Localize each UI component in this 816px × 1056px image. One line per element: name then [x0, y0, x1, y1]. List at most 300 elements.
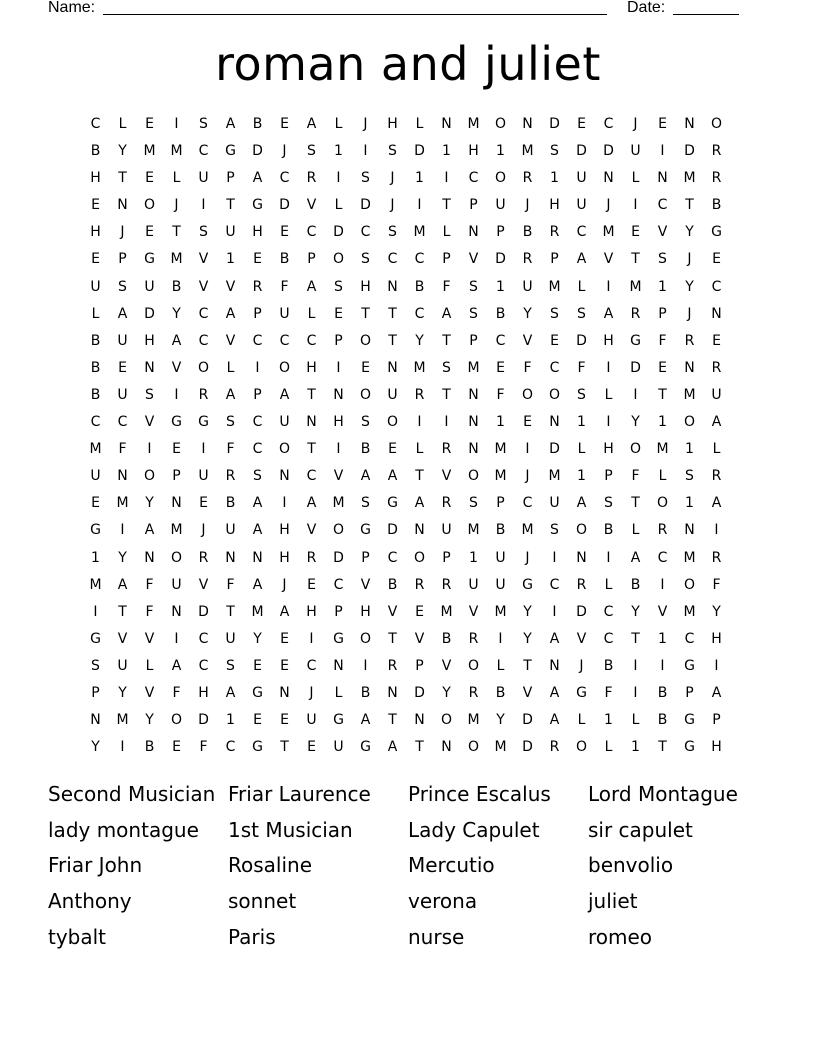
grid-letter[interactable]: O — [386, 414, 399, 431]
grid-letter[interactable]: C — [252, 332, 263, 349]
grid-letter[interactable]: T — [388, 712, 397, 729]
grid-letter[interactable]: G — [90, 522, 101, 539]
grid-letter[interactable]: A — [252, 170, 263, 187]
grid-letter[interactable]: M — [521, 522, 534, 539]
grid-letter[interactable]: O — [332, 522, 345, 539]
grid-letter[interactable]: C — [468, 170, 479, 187]
grid-letter[interactable]: N — [441, 739, 452, 756]
grid-letter[interactable]: H — [333, 414, 344, 431]
grid-letter[interactable]: F — [712, 576, 721, 593]
grid-letter[interactable]: T — [280, 739, 289, 756]
grid-letter[interactable]: P — [118, 251, 127, 268]
grid-letter[interactable]: N — [657, 170, 668, 187]
grid-letter[interactable]: C — [198, 143, 209, 160]
grid-letter[interactable]: C — [495, 332, 506, 349]
grid-letter[interactable]: N — [171, 603, 182, 620]
grid-letter[interactable]: D — [414, 684, 425, 701]
grid-letter[interactable]: D — [144, 305, 155, 322]
grid-letter[interactable]: P — [415, 657, 424, 674]
grid-letter[interactable]: O — [710, 116, 723, 132]
grid-letter[interactable]: I — [660, 657, 665, 674]
grid-letter[interactable]: R — [198, 386, 209, 403]
grid-letter[interactable]: M — [467, 712, 480, 729]
grid-letter[interactable]: L — [577, 441, 586, 458]
grid-letter[interactable]: C — [306, 657, 317, 674]
grid-letter[interactable]: E — [172, 441, 181, 458]
grid-letter[interactable]: A — [252, 522, 263, 539]
grid-letter[interactable]: M — [89, 441, 102, 458]
grid-letter[interactable]: 1 — [658, 630, 667, 647]
grid-letter[interactable]: E — [91, 495, 100, 512]
grid-letter[interactable]: H — [90, 224, 101, 241]
grid-letter[interactable]: M — [494, 603, 507, 620]
grid-letter[interactable]: A — [360, 468, 371, 485]
grid-letter[interactable]: U — [117, 657, 128, 674]
grid-letter[interactable]: P — [496, 224, 505, 241]
grid-letter[interactable]: E — [172, 739, 181, 756]
grid-letter[interactable]: S — [469, 278, 478, 295]
grid-letter[interactable]: N — [414, 712, 425, 729]
grid-letter[interactable]: T — [685, 197, 694, 214]
grid-letter[interactable]: C — [306, 468, 317, 485]
grid-letter[interactable]: I — [93, 603, 98, 620]
grid-letter[interactable]: S — [361, 251, 370, 268]
grid-letter[interactable]: P — [307, 251, 316, 268]
grid-letter[interactable]: T — [307, 441, 316, 458]
grid-letter[interactable]: S — [361, 414, 370, 431]
grid-letter[interactable]: C — [603, 603, 614, 620]
grid-letter[interactable]: N — [603, 170, 614, 187]
grid-letter[interactable]: R — [522, 251, 533, 268]
grid-letter[interactable]: O — [521, 386, 534, 403]
grid-letter[interactable]: U — [90, 468, 101, 485]
grid-letter[interactable]: O — [575, 522, 588, 539]
grid-letter[interactable]: G — [630, 332, 641, 349]
grid-letter[interactable]: F — [496, 386, 505, 403]
grid-letter[interactable]: B — [90, 359, 101, 376]
grid-letter[interactable]: L — [496, 657, 505, 674]
grid-letter[interactable]: A — [171, 332, 182, 349]
grid-letter[interactable]: E — [712, 332, 721, 349]
grid-letter[interactable]: O — [278, 359, 291, 376]
grid-letter[interactable]: 1 — [226, 712, 235, 729]
grid-letter[interactable]: T — [172, 224, 181, 241]
grid-letter[interactable]: A — [387, 468, 398, 485]
grid-letter[interactable]: Y — [145, 495, 154, 512]
grid-letter[interactable]: B — [495, 522, 506, 539]
grid-letter[interactable]: A — [144, 522, 155, 539]
grid-letter[interactable]: F — [172, 684, 181, 701]
grid-letter[interactable]: M — [440, 603, 453, 620]
grid-letter[interactable]: C — [522, 495, 533, 512]
grid-letter[interactable]: S — [469, 305, 478, 322]
grid-letter[interactable]: H — [603, 332, 614, 349]
grid-letter[interactable]: G — [252, 197, 263, 214]
grid-letter[interactable]: A — [576, 251, 587, 268]
grid-letter[interactable]: B — [711, 197, 722, 214]
grid-letter[interactable]: N — [441, 116, 452, 132]
grid-letter[interactable]: O — [467, 657, 480, 674]
grid-letter[interactable]: I — [714, 522, 719, 539]
grid-letter[interactable]: T — [415, 739, 424, 756]
grid-letter[interactable]: N — [414, 522, 425, 539]
grid-letter[interactable]: O — [467, 739, 480, 756]
grid-letter[interactable]: M — [683, 170, 696, 187]
grid-letter[interactable]: N — [171, 495, 182, 512]
grid-letter[interactable]: N — [117, 468, 128, 485]
grid-letter[interactable]: H — [387, 116, 398, 132]
grid-letter[interactable]: B — [90, 332, 101, 349]
grid-letter[interactable]: L — [415, 441, 424, 458]
grid-letter[interactable]: C — [549, 576, 560, 593]
grid-letter[interactable]: G — [684, 739, 695, 756]
grid-letter[interactable]: O — [359, 332, 372, 349]
grid-letter[interactable]: A — [252, 495, 263, 512]
grid-letter[interactable]: R — [252, 278, 263, 295]
grid-letter[interactable]: V — [225, 332, 236, 349]
grid-letter[interactable]: A — [387, 739, 398, 756]
grid-letter[interactable]: M — [683, 603, 696, 620]
grid-letter[interactable]: D — [252, 143, 263, 160]
date-blank-line[interactable] — [673, 14, 739, 15]
grid-letter[interactable]: 1 — [496, 414, 505, 431]
grid-letter[interactable]: O — [494, 170, 507, 187]
grid-letter[interactable]: C — [306, 224, 317, 241]
grid-letter[interactable]: R — [630, 305, 641, 322]
grid-letter[interactable]: I — [660, 576, 665, 593]
grid-letter[interactable]: E — [523, 414, 532, 431]
grid-letter[interactable]: V — [387, 603, 398, 620]
grid-letter[interactable]: J — [606, 197, 611, 214]
grid-letter[interactable]: O — [629, 441, 642, 458]
grid-letter[interactable]: O — [467, 468, 480, 485]
grid-letter[interactable]: 1 — [415, 170, 424, 187]
grid-letter[interactable]: U — [225, 630, 236, 647]
grid-letter[interactable]: N — [387, 359, 398, 376]
grid-letter[interactable]: E — [280, 712, 289, 729]
grid-letter[interactable]: P — [712, 712, 721, 729]
grid-letter[interactable]: 1 — [226, 251, 235, 268]
grid-letter[interactable]: R — [441, 576, 452, 593]
grid-letter[interactable]: A — [549, 630, 560, 647]
grid-letter[interactable]: L — [172, 170, 181, 187]
grid-letter[interactable]: N — [522, 116, 533, 132]
grid-letter[interactable]: C — [90, 116, 101, 132]
grid-letter[interactable]: L — [631, 170, 640, 187]
grid-letter[interactable]: L — [604, 386, 613, 403]
grid-letter[interactable]: R — [549, 224, 560, 241]
grid-letter[interactable]: J — [633, 116, 638, 132]
grid-letter[interactable]: F — [118, 441, 127, 458]
grid-letter[interactable]: E — [280, 116, 289, 132]
grid-letter[interactable]: R — [711, 143, 722, 160]
grid-letter[interactable]: D — [576, 332, 587, 349]
grid-letter[interactable]: C — [279, 170, 290, 187]
grid-letter[interactable]: B — [360, 441, 371, 458]
grid-letter[interactable]: N — [576, 549, 587, 566]
grid-letter[interactable]: Y — [118, 684, 127, 701]
grid-letter[interactable]: E — [631, 224, 640, 241]
grid-letter[interactable]: U — [144, 278, 155, 295]
grid-letter[interactable]: I — [606, 278, 611, 295]
grid-letter[interactable]: Y — [685, 278, 694, 295]
grid-letter[interactable]: E — [415, 603, 424, 620]
grid-letter[interactable]: H — [252, 224, 263, 241]
grid-letter[interactable]: 1 — [577, 414, 586, 431]
grid-letter[interactable]: I — [201, 197, 206, 214]
grid-letter[interactable]: P — [91, 684, 100, 701]
grid-letter[interactable]: T — [388, 630, 397, 647]
grid-letter[interactable]: O — [359, 630, 372, 647]
grid-letter[interactable]: P — [334, 603, 343, 620]
grid-letter[interactable]: E — [307, 576, 316, 593]
grid-letter[interactable]: N — [468, 386, 479, 403]
grid-letter[interactable]: F — [145, 576, 154, 593]
grid-letter[interactable]: L — [712, 441, 721, 458]
grid-letter[interactable]: B — [225, 495, 236, 512]
grid-letter[interactable]: J — [309, 684, 314, 701]
grid-letter[interactable]: Y — [118, 549, 127, 566]
grid-letter[interactable]: U — [117, 386, 128, 403]
grid-letter[interactable]: C — [198, 630, 209, 647]
grid-letter[interactable]: C — [414, 305, 425, 322]
grid-letter[interactable]: J — [687, 305, 692, 322]
grid-letter[interactable]: O — [278, 441, 291, 458]
grid-letter[interactable]: R — [576, 576, 587, 593]
grid-letter[interactable]: N — [252, 549, 263, 566]
grid-letter[interactable]: E — [280, 630, 289, 647]
grid-letter[interactable]: A — [306, 495, 317, 512]
grid-letter[interactable]: C — [414, 251, 425, 268]
grid-letter[interactable]: S — [334, 278, 343, 295]
grid-letter[interactable]: V — [144, 630, 155, 647]
grid-letter[interactable]: R — [387, 657, 398, 674]
grid-letter[interactable]: V — [306, 197, 317, 214]
grid-letter[interactable]: L — [415, 116, 424, 132]
grid-letter[interactable]: D — [360, 197, 371, 214]
grid-letter[interactable]: Y — [496, 712, 505, 729]
grid-letter[interactable]: R — [441, 441, 452, 458]
grid-letter[interactable]: I — [363, 657, 368, 674]
grid-letter[interactable]: N — [387, 278, 398, 295]
grid-letter[interactable]: 1 — [658, 278, 667, 295]
grid-letter[interactable]: A — [225, 305, 236, 322]
grid-letter[interactable]: I — [633, 386, 638, 403]
grid-letter[interactable]: U — [495, 197, 506, 214]
grid-letter[interactable]: I — [552, 603, 557, 620]
grid-letter[interactable]: Y — [685, 224, 694, 241]
grid-letter[interactable]: E — [91, 251, 100, 268]
grid-letter[interactable]: N — [306, 414, 317, 431]
grid-letter[interactable]: V — [522, 684, 533, 701]
grid-letter[interactable]: I — [120, 739, 125, 756]
grid-letter[interactable]: U — [117, 332, 128, 349]
grid-letter[interactable]: M — [170, 251, 183, 268]
grid-letter[interactable]: E — [361, 359, 370, 376]
grid-letter[interactable]: T — [118, 170, 127, 187]
grid-letter[interactable]: O — [494, 116, 507, 132]
grid-letter[interactable]: N — [90, 712, 101, 729]
grid-letter[interactable]: E — [280, 224, 289, 241]
grid-letter[interactable]: V — [522, 332, 533, 349]
grid-letter[interactable]: C — [576, 224, 587, 241]
grid-letter[interactable]: M — [116, 712, 129, 729]
grid-letter[interactable]: S — [253, 468, 262, 485]
grid-letter[interactable]: L — [604, 576, 613, 593]
grid-letter[interactable]: P — [469, 332, 478, 349]
grid-letter[interactable]: N — [117, 197, 128, 214]
grid-letter[interactable]: L — [307, 305, 316, 322]
grid-letter[interactable]: U — [441, 522, 452, 539]
grid-letter[interactable]: U — [387, 386, 398, 403]
grid-letter[interactable]: Y — [145, 712, 154, 729]
grid-letter[interactable]: E — [388, 441, 397, 458]
grid-letter[interactable]: V — [144, 684, 155, 701]
grid-letter[interactable]: V — [225, 278, 236, 295]
grid-letter[interactable]: I — [417, 414, 422, 431]
grid-letter[interactable]: G — [333, 712, 344, 729]
grid-letter[interactable]: C — [549, 359, 560, 376]
grid-letter[interactable]: J — [120, 224, 125, 241]
grid-letter[interactable]: A — [279, 386, 290, 403]
grid-letter[interactable]: S — [577, 386, 586, 403]
grid-letter[interactable]: S — [550, 143, 559, 160]
grid-letter[interactable]: A — [225, 386, 236, 403]
grid-letter[interactable]: H — [468, 143, 479, 160]
grid-letter[interactable]: G — [522, 576, 533, 593]
grid-letter[interactable]: T — [226, 197, 235, 214]
grid-letter[interactable]: S — [550, 522, 559, 539]
grid-letter[interactable]: F — [199, 739, 208, 756]
grid-letter[interactable]: B — [387, 576, 398, 593]
grid-letter[interactable]: L — [631, 522, 640, 539]
grid-letter[interactable]: I — [417, 197, 422, 214]
grid-letter[interactable]: E — [496, 359, 505, 376]
grid-letter[interactable]: T — [307, 386, 316, 403]
grid-letter[interactable]: M — [116, 495, 129, 512]
grid-letter[interactable]: F — [577, 359, 586, 376]
grid-letter[interactable]: C — [711, 278, 722, 295]
grid-letter[interactable]: M — [467, 522, 480, 539]
grid-letter[interactable]: T — [415, 468, 424, 485]
grid-letter[interactable]: H — [549, 197, 560, 214]
grid-letter[interactable]: S — [226, 657, 235, 674]
grid-letter[interactable]: E — [145, 116, 154, 132]
grid-letter[interactable]: D — [198, 603, 209, 620]
grid-letter[interactable]: O — [143, 197, 156, 214]
grid-letter[interactable]: G — [360, 522, 371, 539]
grid-letter[interactable]: L — [658, 468, 667, 485]
grid-letter[interactable]: C — [225, 739, 236, 756]
grid-letter[interactable]: T — [388, 305, 397, 322]
grid-letter[interactable]: J — [282, 143, 287, 160]
grid-letter[interactable]: T — [442, 386, 451, 403]
grid-letter[interactable]: J — [390, 197, 395, 214]
grid-letter[interactable]: 1 — [658, 414, 667, 431]
grid-letter[interactable]: J — [525, 549, 530, 566]
grid-letter[interactable]: P — [658, 305, 667, 322]
grid-letter[interactable]: J — [201, 522, 206, 539]
grid-letter[interactable]: A — [306, 278, 317, 295]
grid-letter[interactable]: M — [494, 468, 507, 485]
grid-letter[interactable]: D — [387, 522, 398, 539]
grid-letter[interactable]: Y — [415, 332, 424, 349]
grid-letter[interactable]: E — [118, 359, 127, 376]
grid-letter[interactable]: B — [495, 684, 506, 701]
grid-letter[interactable]: D — [603, 143, 614, 160]
grid-letter[interactable]: D — [495, 251, 506, 268]
grid-letter[interactable]: G — [360, 739, 371, 756]
grid-letter[interactable]: N — [279, 468, 290, 485]
grid-letter[interactable]: F — [442, 278, 451, 295]
grid-letter[interactable]: G — [252, 684, 263, 701]
grid-letter[interactable]: U — [279, 305, 290, 322]
grid-letter[interactable]: E — [199, 495, 208, 512]
grid-letter[interactable]: I — [606, 359, 611, 376]
grid-letter[interactable]: P — [172, 468, 181, 485]
grid-letter[interactable]: L — [577, 278, 586, 295]
grid-letter[interactable]: I — [363, 143, 368, 160]
grid-letter[interactable]: B — [414, 278, 425, 295]
grid-letter[interactable]: A — [360, 712, 371, 729]
grid-letter[interactable]: Y — [442, 684, 451, 701]
grid-letter[interactable]: R — [711, 359, 722, 376]
grid-letter[interactable]: U — [711, 386, 722, 403]
grid-letter[interactable]: S — [118, 278, 127, 295]
grid-letter[interactable]: A — [117, 576, 128, 593]
grid-letter[interactable]: V — [468, 603, 479, 620]
grid-letter[interactable]: N — [333, 657, 344, 674]
grid-letter[interactable]: L — [145, 657, 154, 674]
grid-letter[interactable]: C — [279, 332, 290, 349]
grid-letter[interactable]: G — [684, 657, 695, 674]
grid-letter[interactable]: M — [683, 549, 696, 566]
grid-letter[interactable]: D — [630, 359, 641, 376]
grid-letter[interactable]: P — [685, 684, 694, 701]
grid-letter[interactable]: R — [711, 549, 722, 566]
grid-letter[interactable]: V — [414, 630, 425, 647]
grid-letter[interactable]: D — [576, 603, 587, 620]
grid-letter[interactable]: G — [684, 712, 695, 729]
grid-letter[interactable]: Y — [631, 603, 640, 620]
grid-letter[interactable]: R — [522, 170, 533, 187]
grid-letter[interactable]: S — [361, 170, 370, 187]
grid-letter[interactable]: H — [711, 739, 722, 756]
grid-letter[interactable]: A — [576, 495, 587, 512]
grid-letter[interactable]: B — [90, 386, 101, 403]
grid-letter[interactable]: V — [333, 468, 344, 485]
grid-letter[interactable]: I — [498, 630, 503, 647]
grid-letter[interactable]: L — [577, 712, 586, 729]
grid-letter[interactable]: L — [334, 197, 343, 214]
grid-letter[interactable]: I — [552, 549, 557, 566]
grid-letter[interactable]: H — [144, 332, 155, 349]
grid-letter[interactable]: Y — [523, 305, 532, 322]
grid-letter[interactable]: L — [604, 739, 613, 756]
grid-letter[interactable]: S — [226, 414, 235, 431]
grid-letter[interactable]: H — [279, 549, 290, 566]
grid-letter[interactable]: Y — [91, 739, 100, 756]
grid-letter[interactable]: 1 — [550, 170, 559, 187]
grid-letter[interactable]: P — [469, 197, 478, 214]
grid-letter[interactable]: Y — [712, 603, 721, 620]
grid-letter[interactable]: D — [576, 143, 587, 160]
grid-letter[interactable]: M — [548, 278, 561, 295]
grid-letter[interactable]: D — [279, 197, 290, 214]
grid-letter[interactable]: B — [603, 657, 614, 674]
grid-letter[interactable]: E — [334, 305, 343, 322]
grid-letter[interactable]: Y — [631, 414, 640, 431]
